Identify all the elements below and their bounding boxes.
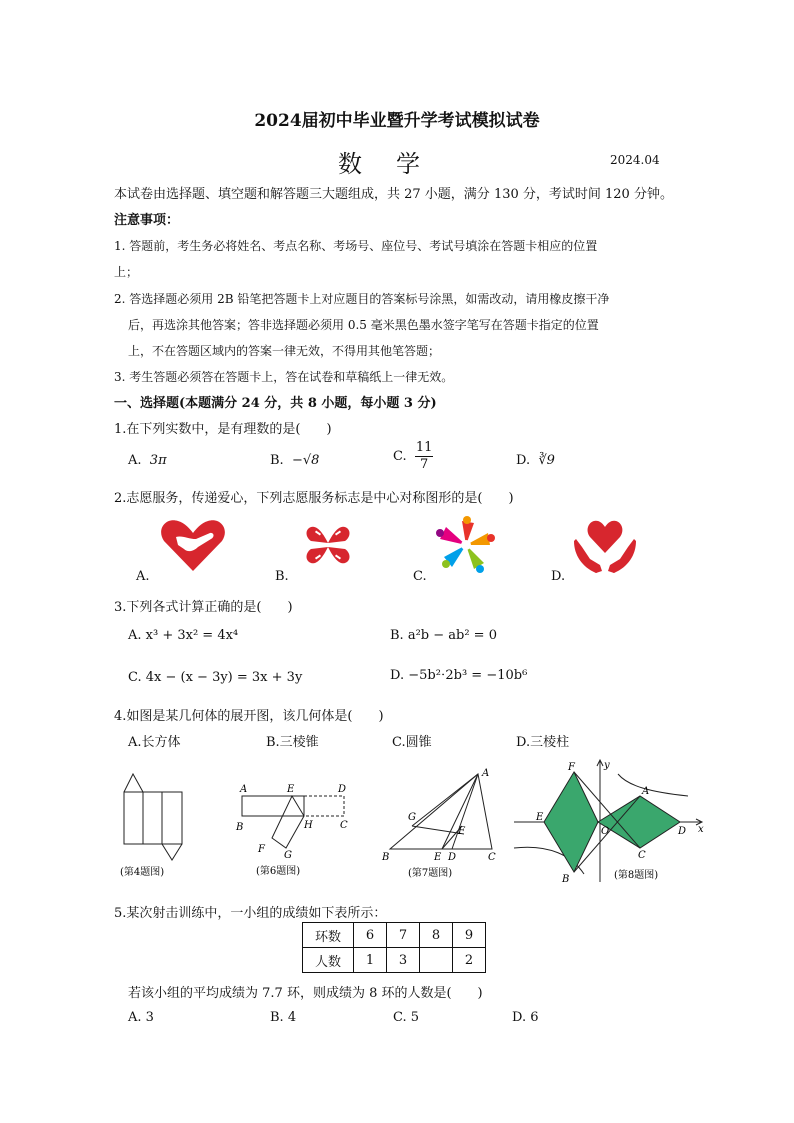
- q2-option-c: C.: [413, 569, 427, 584]
- q5-option-d: D. 6: [512, 1010, 539, 1025]
- clover-hearts-logo-b: [297, 515, 359, 575]
- q1-option-a: A. 3π: [128, 453, 167, 468]
- fig7-label-d: D: [448, 852, 457, 863]
- table-cell: 3: [387, 948, 420, 973]
- q3-option-c: C. 4x − (x − 3y) = 3x + 3y: [128, 670, 303, 685]
- fig8-label-c: C: [638, 850, 646, 861]
- figure-4-prism-net: [112, 770, 196, 880]
- fig8-label-b: B: [562, 874, 570, 885]
- notice-line: 上，不在答题区域内的答案一律无效，不得用其他笔答题；: [128, 344, 441, 358]
- figure-8-coordinate-hyperbola: [510, 756, 710, 886]
- q5-stem: 5.某次射击训练中，一小组的成绩如下表所示：: [114, 906, 387, 921]
- table-cell: [420, 948, 453, 973]
- notice-line: 3. 考生答题必须答在答题卡上，答在试卷和草稿纸上一律无效。: [114, 370, 454, 384]
- subject-title: 数学: [338, 150, 454, 178]
- table-row: [303, 948, 486, 973]
- fig6-label-a: A: [240, 784, 248, 795]
- table-cell: 9: [453, 923, 486, 948]
- table-cell: 6: [354, 923, 387, 948]
- figure-8-caption: (第8题图): [614, 870, 659, 881]
- fig7-label-e: E: [434, 852, 442, 863]
- figure-7-caption: (第7题图): [408, 868, 453, 879]
- q3-option-a: A. x³ + 3x² = 4x⁴: [128, 628, 239, 643]
- table-cell: 1: [354, 948, 387, 973]
- fig8-label-y: y: [604, 760, 610, 771]
- fig6-label-e: E: [287, 784, 295, 795]
- q3-stem: 3.下列各式计算正确的是( ): [114, 600, 293, 615]
- q4-option-c: C.圆锥: [392, 735, 432, 750]
- fig7-label-c: C: [488, 852, 496, 863]
- figure-6-folded-rectangle: [230, 780, 358, 880]
- q3-option-d: D. −5b²⋅2b³ = −10b⁶: [390, 668, 528, 683]
- q4-option-d: D.三棱柱: [516, 735, 570, 750]
- exam-title: 2024届初中毕业暨升学考试模拟试卷: [254, 111, 540, 131]
- fig8-label-f: F: [568, 762, 575, 773]
- fig8-label-e: E: [536, 812, 544, 823]
- fig8-label-d: D: [678, 826, 687, 837]
- q5-option-a: A. 3: [128, 1010, 154, 1025]
- q4-option-a: A.长方体: [128, 735, 181, 750]
- q5-option-c: C. 5: [393, 1010, 420, 1025]
- table-cell: 人数: [303, 948, 354, 973]
- q4-option-b: B.三棱锥: [266, 735, 319, 750]
- notice-title: 注意事项：: [114, 213, 180, 228]
- section-1-heading: 一、选择题(本题满分 24 分，共 8 小题，每小题 3 分): [114, 396, 437, 411]
- q2-option-d: D.: [551, 569, 566, 584]
- fig7-label-g: G: [408, 812, 416, 823]
- fig7-label-f: F: [458, 826, 465, 837]
- q1-option-b: B. −√8: [270, 453, 320, 468]
- q3-option-b: B. a²b − ab² = 0: [390, 628, 497, 643]
- hands-heart-logo-d: [572, 513, 638, 575]
- figure-4-caption: (第4题图): [120, 867, 165, 878]
- heart-hand-logo-a: [158, 515, 228, 575]
- table-cell: 8: [420, 923, 453, 948]
- notice-line: 2. 答选择题必须用 2B 铅笔把答题卡上对应题目的答案标号涂黑，如需改动，请用橡皮擦干净: [114, 292, 610, 306]
- table-cell: 环数: [303, 923, 354, 948]
- q2-option-b: B.: [275, 569, 289, 584]
- q2-stem: 2.志愿服务，传递爱心，下列志愿服务标志是中心对称图形的是( ): [114, 491, 514, 506]
- intro-text: 本试卷由选择题、填空题和解答题三大题组成，共 27 小题，满分 130 分，考试时间 120 分钟。: [114, 187, 673, 202]
- fig8-label-x: x: [698, 824, 704, 835]
- fig6-label-f: F: [258, 844, 265, 855]
- table-cell: 7: [387, 923, 420, 948]
- figure-7-triangle: [378, 762, 502, 880]
- notice-line: 1. 答题前，考生务必将姓名、考点名称、考场号、座位号、考试号填涂在答题卡相应的位置: [114, 239, 598, 253]
- fig6-label-d: D: [338, 784, 347, 795]
- table-cell: 2: [453, 948, 486, 973]
- fig7-label-a: A: [482, 768, 490, 779]
- q2-option-a: A.: [136, 569, 150, 584]
- figure-6-caption: (第6题图): [256, 866, 301, 877]
- fig6-label-c: C: [340, 820, 348, 831]
- exam-date: 2024.04: [610, 153, 660, 167]
- fig6-label-b: B: [236, 822, 244, 833]
- fig6-label-g: G: [284, 850, 292, 861]
- notice-line: 上；: [114, 265, 139, 279]
- q5-score-table: [302, 922, 486, 973]
- q5-option-b: B. 4: [270, 1010, 297, 1025]
- q1-stem: 1.在下列实数中，是有理数的是( ): [114, 422, 332, 437]
- fig7-label-b: B: [382, 852, 390, 863]
- q4-stem: 4.如图是某几何体的展开图，该几何体是( ): [114, 709, 384, 724]
- colorful-ring-logo-c: [434, 513, 498, 577]
- q1-option-d: D. ∛9: [516, 453, 555, 468]
- q1-option-c: C. $\frac{11}{7}$: [393, 440, 433, 472]
- notice-line: 后，再选涂其他答案；答非选择题必须用 0.5 毫米黑色墨水签字笔写在答题卡指定的位置: [128, 318, 599, 332]
- fig8-label-a: A: [642, 786, 650, 797]
- fig8-label-o: O: [601, 826, 610, 837]
- q5-follow-up: 若该小组的平均成绩为 7.7 环，则成绩为 8 环的人数是( ): [128, 986, 483, 1001]
- fig6-label-h: H: [304, 820, 313, 831]
- table-row: [303, 923, 486, 948]
